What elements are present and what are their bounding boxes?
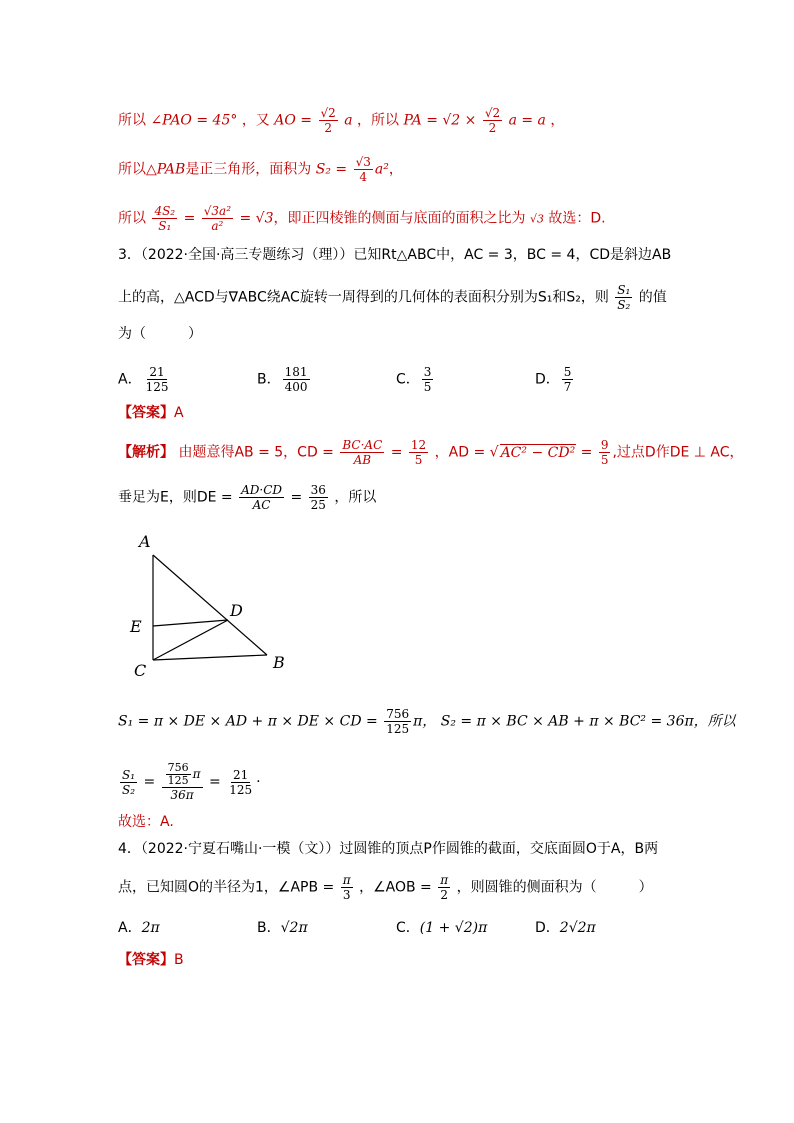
fraction [319, 106, 338, 135]
denominator: 25 [310, 498, 326, 512]
q4-answer [118, 950, 184, 970]
math: S₁ = π × DE × AD + π × DE × CD = [118, 713, 378, 730]
denominator: 2 [488, 121, 497, 135]
text: 垂足为E，则DE = [118, 489, 233, 506]
denominator: 125 [167, 774, 189, 787]
denominator: 125 [386, 722, 410, 736]
text: = [290, 489, 303, 506]
text: 上的高，△ACD与∇ABC绕AC旋转一周得到的几何体的表面积分别为S₁和S₂，则 [118, 289, 609, 306]
text: = [580, 444, 593, 461]
denominator: 5 [423, 380, 432, 394]
denominator: 7 [563, 380, 572, 394]
text: = [143, 774, 156, 790]
numerator: 12 [410, 438, 427, 452]
sqrt-content: AC² − CD² [500, 444, 576, 461]
denominator: 125 [229, 782, 253, 797]
text: = [209, 774, 221, 790]
triangle-figure [126, 530, 296, 680]
point-label-a: A [139, 532, 151, 551]
fraction [120, 768, 137, 797]
math: π， [413, 713, 437, 730]
denominator: a² [211, 219, 224, 233]
numerator: S₁ [122, 767, 136, 782]
math: π [192, 767, 201, 781]
fraction [438, 873, 450, 902]
fraction [341, 873, 353, 902]
fraction [202, 204, 233, 233]
denominator: 5 [414, 453, 423, 467]
numerator: 21 [233, 767, 249, 782]
option-d[interactable] [535, 365, 575, 394]
answer-value: B [174, 952, 184, 968]
denominator: 5 [600, 453, 609, 467]
q3-analysis-1: 【解析】 由题意得AB = 5，CD = $\frac{BC\cdot AC}{AB}$ = $\frac{12}{5}$ ，AD = √ AC² − CD² = $\frac{9}{5}$ ,过点D作DE ⊥ AC， [118, 438, 744, 467]
text: ， [550, 112, 565, 129]
numerator: π [440, 873, 449, 887]
point-label-e: E [130, 617, 142, 636]
numerator: AD·CD [241, 483, 283, 497]
fraction [227, 768, 254, 797]
denominator: 36π [170, 788, 194, 802]
text: 所以 [118, 161, 146, 178]
text: 由题意得AB = 5，CD = [178, 444, 334, 461]
option-c[interactable] [396, 365, 435, 394]
denominator: AC [252, 498, 271, 512]
numerator: 181 [284, 365, 308, 379]
option-text: (1 + √2)π [419, 920, 488, 936]
numerator: 21 [149, 365, 165, 379]
solution-line-3 [118, 204, 606, 233]
numerator: √2 [484, 106, 501, 120]
option-label: C． [396, 371, 420, 388]
q4-stem-1: 4．（2022·宁夏石嘴山·一模（文））过圆锥的顶点P作圆锥的截面，交底面圆O于A，B两 [118, 841, 659, 857]
text: 点，已知圆O的半径为1，∠APB = [118, 879, 335, 896]
math: △PAB [146, 161, 186, 178]
numerator: 3 [423, 365, 432, 379]
math: √3 [529, 212, 544, 226]
math: AO = [274, 112, 313, 129]
denominator: 2 [324, 121, 332, 135]
text: 所以 [118, 210, 146, 227]
denominator: S₂ [617, 298, 631, 312]
option-label: C． [396, 920, 420, 936]
fraction [384, 707, 411, 736]
fraction [409, 438, 428, 467]
option-c[interactable] [396, 918, 487, 938]
math: S₂ = [315, 161, 348, 178]
text: ，∠AOB = [359, 879, 432, 896]
text: = [390, 444, 403, 461]
answer-value: A [174, 405, 184, 421]
text: 故选：D. [548, 210, 606, 227]
answer-tag: 【答案】 [118, 405, 174, 421]
q3-stem-3: 为（ ） [118, 326, 202, 342]
fraction [483, 106, 502, 135]
denominator: 125 [145, 380, 169, 394]
numerator [162, 762, 203, 788]
point-label-c: C [134, 661, 147, 680]
q3-ratio-line [118, 762, 261, 802]
numerator: 4S₂ [154, 204, 176, 218]
option-text: 2π [141, 920, 160, 936]
point-label-d: D [230, 601, 243, 620]
fraction [422, 365, 434, 394]
fraction [599, 438, 611, 467]
text: 的值 [638, 289, 667, 306]
solution-line-2 [118, 155, 403, 184]
text: ，所以 [357, 112, 400, 129]
numerator: 9 [600, 438, 609, 452]
text: ,过点D作DE ⊥ AC， [612, 444, 744, 461]
fraction [144, 365, 171, 394]
math: a = a [508, 112, 546, 129]
numerator: 36 [310, 483, 326, 497]
option-a[interactable] [118, 918, 160, 938]
fraction [340, 438, 384, 467]
segment-de [153, 620, 228, 626]
option-label: A． [118, 371, 142, 388]
fraction [283, 365, 310, 394]
text: ，即正四棱锥的侧面与底面的面积之比为 [273, 210, 526, 227]
q3-choose: 故选：A. [118, 814, 174, 830]
solution-line-1 [118, 106, 564, 135]
q3-stem-2 [118, 283, 667, 312]
q3-analysis-2 [118, 483, 376, 512]
text: ，则圆锥的侧面积为（ ） [456, 879, 653, 896]
inner-fraction [166, 762, 191, 787]
text: ，又 [241, 112, 270, 129]
math: S₂ = π × BC × AB + π × BC² = 36π，所以 [440, 713, 736, 730]
option-b[interactable] [257, 918, 308, 938]
q3-stem-1: 3．（2022·全国·高三专题练习（理））已知Rt△ABC中，AC = 3，BC = 4，CD是斜边AB [118, 247, 672, 263]
text: 所以 [118, 112, 146, 129]
numerator: √3a² [203, 204, 232, 218]
denominator: S₁ [158, 219, 172, 233]
text: · [256, 774, 261, 790]
numerator: √3 [355, 155, 371, 169]
denominator: 3 [342, 888, 351, 902]
math: ∠PAO = 45° [150, 112, 238, 129]
text: ，所以 [334, 489, 377, 506]
denominator: S₂ [122, 782, 136, 797]
denominator: 2 [440, 888, 448, 902]
fraction [152, 204, 177, 233]
math: PA = √2 × [403, 112, 477, 129]
option-label: B． [257, 371, 281, 388]
segment-cd [153, 620, 228, 660]
numerator: π [342, 873, 351, 887]
math: = [183, 210, 196, 227]
fraction [615, 283, 632, 312]
option-text: √2π [280, 920, 308, 936]
numerator: 756 [386, 707, 410, 721]
option-label: A． [118, 920, 142, 936]
option-text: 2√2π [559, 920, 596, 936]
math: a² [374, 161, 389, 178]
q3-answer [118, 403, 184, 423]
denominator: 4 [359, 170, 368, 184]
numerator: 756 [167, 761, 189, 774]
numerator: S₁ [617, 283, 631, 297]
numerator: √2 [320, 106, 336, 120]
q4-stem-2 [118, 873, 653, 902]
numerator: 5 [563, 365, 572, 379]
option-label: D． [535, 371, 560, 388]
option-a[interactable] [118, 365, 172, 394]
fraction [162, 762, 203, 802]
answer-tag: 【答案】 [118, 952, 174, 968]
fraction [562, 365, 574, 394]
text: ，AD = [434, 444, 486, 461]
denominator: 400 [284, 380, 308, 394]
text: 是正三角形，面积为 [185, 161, 312, 178]
text: ， [388, 161, 403, 178]
math: = √3 [239, 210, 274, 227]
fraction [309, 483, 328, 512]
fraction [354, 155, 373, 184]
numerator: BC·AC [342, 438, 383, 452]
option-d[interactable] [535, 918, 596, 938]
math: a [344, 112, 353, 129]
point-label-b: B [273, 653, 285, 672]
option-label: D． [535, 920, 560, 936]
option-label: B． [257, 920, 281, 936]
fraction [239, 483, 284, 512]
segment-ab [153, 555, 267, 655]
q3-s1-line [118, 707, 736, 736]
denominator: AB [353, 453, 372, 467]
segment-cb [153, 655, 267, 660]
option-b[interactable] [257, 365, 312, 394]
analysis-tag: 【解析】 [118, 444, 174, 461]
